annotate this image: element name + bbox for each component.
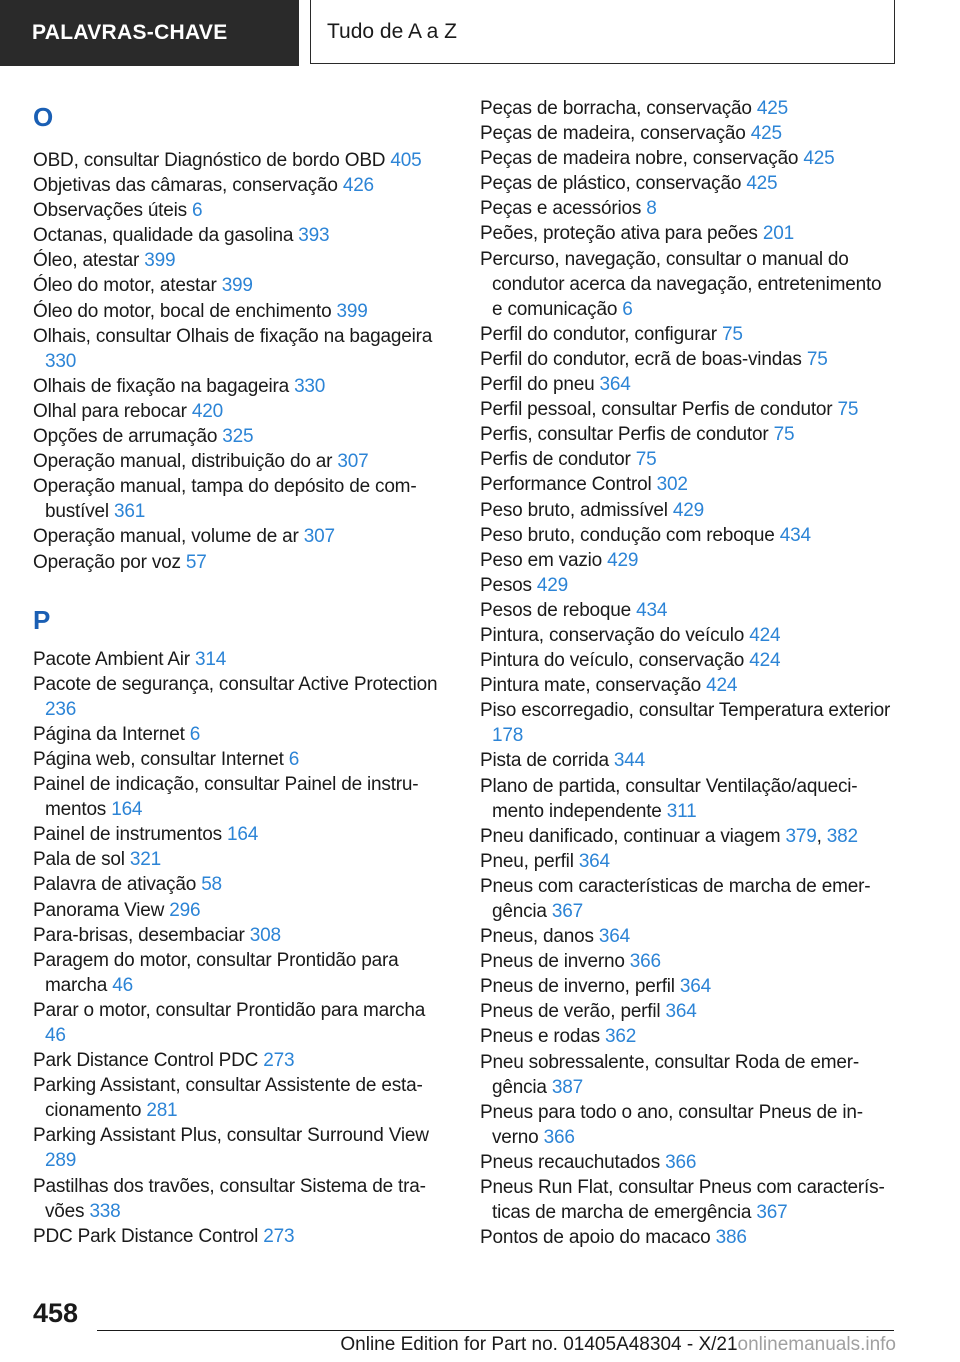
index-entry	[480, 146, 895, 171]
index-entry	[33, 324, 438, 374]
page-link[interactable]: 344	[613, 750, 646, 772]
watermark: onlinemanuals.info	[737, 1334, 896, 1355]
page-link[interactable]: 399	[221, 275, 253, 297]
index-entry	[480, 698, 895, 748]
index-entry	[33, 948, 438, 998]
index-entry	[33, 923, 438, 948]
entry-term: Peso em vazio	[480, 549, 603, 571]
page-link[interactable]: 6	[189, 723, 201, 745]
page-link[interactable]: 366	[543, 1126, 575, 1148]
page-link[interactable]: 75	[635, 449, 657, 471]
index-entry	[480, 999, 895, 1024]
entry-term: Pintura, conservação do veículo	[480, 624, 745, 646]
entry-term: Perfis, consultar Perfis de condutor	[480, 424, 769, 446]
page-link[interactable]: 308	[249, 924, 281, 946]
entry-term: Pneus, danos	[480, 926, 594, 948]
index-entry	[480, 623, 895, 648]
page-link[interactable]: 46	[45, 1025, 66, 1046]
entry-term: Percurso, navegação, consultar o manual do condutor acerca da navegação, entretenimento e comunicação	[480, 248, 882, 320]
index-entry	[33, 872, 438, 897]
page-link[interactable]: 296	[169, 899, 201, 921]
entry-term: Para-brisas, desembaciar	[33, 924, 245, 946]
page-link[interactable]: 6	[622, 298, 633, 320]
header-title-box	[310, 0, 895, 64]
page-link[interactable]: 387	[551, 1076, 583, 1098]
entry-term: Plano de partida, consultar Ventilação/aquecimento independente	[480, 775, 858, 822]
page-link[interactable]: 46	[112, 974, 133, 996]
index-entry	[480, 949, 895, 974]
page-link[interactable]: 393	[298, 225, 330, 247]
entry-term: Panorama View	[33, 899, 165, 921]
entry-term: Pintura mate, conservação	[480, 675, 702, 697]
page-link[interactable]: 399	[144, 250, 176, 272]
index-entry	[480, 96, 895, 121]
index-entry	[33, 449, 438, 474]
index-entry	[33, 399, 438, 424]
index-entry	[480, 1050, 895, 1100]
page-link[interactable]: 424	[749, 624, 781, 646]
entry-term: Octanas, qualidade da gasolina	[33, 225, 294, 247]
index-entry	[480, 548, 895, 573]
entry-term: Pneus de inverno, perfil	[480, 976, 675, 998]
entry-term: Óleo do motor, bocal de enchimento	[33, 300, 332, 322]
index-entry	[33, 1174, 438, 1224]
header-section-label: PALAVRAS-CHAVE	[32, 21, 228, 44]
entry-term: Operação manual, distribuição do ar	[33, 451, 333, 473]
entry-term: Perfil pessoal, consultar Perfis de condutor	[480, 399, 833, 421]
entry-term: Peças de plástico, conservação	[480, 173, 742, 195]
index-entry	[33, 772, 438, 822]
page-link[interactable]: 307	[337, 451, 369, 473]
index-entry	[480, 673, 895, 698]
entry-term: Paragem do motor, consultar Prontidão para marcha	[33, 949, 399, 996]
index-entry	[33, 148, 438, 173]
letter-heading: P	[33, 604, 51, 635]
page-link[interactable]: 429	[672, 499, 705, 521]
index-entry	[33, 672, 438, 722]
entry-term: Pneus Run Flat, consultar Pneus com características de marcha de emergência	[480, 1177, 885, 1224]
index-entry	[33, 374, 438, 399]
entry-term: Perfil do pneu	[480, 374, 595, 396]
index-entry	[480, 974, 895, 999]
index-entry	[480, 1100, 895, 1150]
page-link[interactable]: 338	[89, 1200, 121, 1222]
entry-term: Peças e acessórios	[480, 198, 642, 220]
index-entry	[480, 347, 895, 372]
page-link[interactable]: 273	[263, 1225, 295, 1247]
entry-term: Parking Assistant, consultar Assistente de estacionamento	[33, 1075, 423, 1122]
page-link[interactable]: 434	[636, 599, 668, 621]
page-link[interactable]: 330	[45, 350, 77, 372]
index-entry	[480, 1150, 895, 1175]
entry-term: Pala de sol	[33, 849, 125, 871]
page-link[interactable]: 58	[201, 874, 222, 896]
page-link[interactable]: 6	[288, 748, 300, 770]
index-entry	[33, 722, 438, 747]
entry-term: Pintura do veículo, conservação	[480, 650, 745, 672]
header-title: Tudo de A a Z	[327, 19, 457, 43]
page-link[interactable]: 307	[303, 526, 335, 548]
entry-term: Pneu sobressalente, consultar Roda de emergência	[480, 1051, 860, 1098]
entry-term: Peças de borracha, conservação	[480, 98, 752, 119]
page-link[interactable]: 236	[45, 698, 77, 720]
page-link[interactable]: 426	[342, 175, 374, 197]
page-link[interactable]: 367	[551, 901, 583, 922]
index-entry	[480, 472, 895, 497]
index-entry	[480, 121, 895, 146]
entry-term: Piso escorregadio, consultar Temperatura exterior	[480, 700, 891, 722]
page-link[interactable]: 6	[192, 200, 203, 222]
entry-term: Peões, proteção ativa para peões	[480, 223, 758, 245]
index-entry	[33, 998, 438, 1048]
page-link[interactable]: 405	[390, 150, 422, 171]
entry-term: Peso bruto, admissível	[480, 499, 668, 521]
page-link[interactable]: 311	[666, 800, 697, 822]
entry-term: OBD, consultar Diagnóstico de bordo OBD	[33, 150, 386, 171]
edition-text: Online Edition for Part no. 01405A48304 - X/21	[340, 1334, 738, 1355]
page-link[interactable]: 289	[45, 1150, 77, 1172]
index-entry: Pneu danificado, continuar a viagem 379, 382	[480, 825, 858, 847]
page-link[interactable]: 164	[111, 799, 143, 821]
index-entry	[33, 198, 438, 223]
index-entry	[33, 1123, 438, 1173]
index-entry	[480, 397, 895, 422]
index-entry	[480, 774, 895, 824]
index-entry	[33, 424, 438, 449]
index-entry	[33, 550, 438, 575]
index-entry	[480, 924, 895, 949]
index-entry	[480, 874, 895, 924]
index-entry	[480, 1225, 895, 1250]
entry-term: Página web, consultar Internet	[33, 748, 284, 770]
page-link[interactable]: 366	[629, 951, 661, 973]
page-link[interactable]: 434	[779, 524, 811, 546]
index-entry	[480, 748, 895, 773]
page-link[interactable]: 330	[294, 375, 326, 397]
page-link[interactable]: 424	[706, 675, 738, 697]
index-entry	[480, 498, 895, 523]
entry-term: Olhal para rebocar	[33, 400, 187, 422]
index-entry	[33, 747, 438, 772]
entry-term: Pacote de segurança, consultar Active Protection	[33, 673, 438, 695]
index-entry	[480, 171, 895, 196]
entry-term: Painel de indicação, consultar Painel de instrumentos	[33, 774, 419, 821]
page-link[interactable]: 425	[746, 173, 778, 195]
index-entry	[33, 822, 438, 847]
letter-heading: O	[33, 102, 54, 132]
index-entry	[480, 372, 895, 397]
index-entry	[33, 474, 438, 524]
page-link[interactable]: 281	[146, 1100, 178, 1122]
entry-term: Pesos de reboque	[480, 599, 632, 621]
page-link[interactable]: 382	[826, 825, 858, 847]
entry-term: Pneus de verão, perfil	[480, 1001, 661, 1023]
entry-term: Operação manual, tampa do depósito de combustível	[33, 476, 417, 523]
page-link[interactable]: 420	[191, 400, 223, 422]
entry-term: Objetivas das câmaras, conservação	[33, 175, 338, 197]
page-link[interactable]: 178	[492, 725, 524, 747]
entry-term: Pneu, perfil	[480, 850, 574, 872]
index-entry	[480, 523, 895, 548]
page-link[interactable]: 302	[656, 474, 688, 496]
index-entry	[480, 322, 895, 347]
page-link[interactable]: 361	[113, 501, 146, 523]
entry-term: Peso bruto, condução com reboque	[480, 524, 775, 546]
index-entry	[33, 299, 438, 324]
page-link[interactable]: 164	[226, 824, 259, 846]
index-entry	[480, 1024, 895, 1049]
entry-term: Pneus de inverno	[480, 951, 625, 973]
entry-term: Peças de madeira nobre, conservação	[480, 148, 799, 170]
entry-term: Óleo, atestar	[33, 250, 140, 272]
index-entry	[33, 524, 438, 549]
entry-term: Painel de instrumentos	[33, 824, 222, 846]
page-link[interactable]: 425	[756, 98, 788, 119]
entry-term: Palavra de ativação	[33, 874, 197, 896]
index-entry	[33, 647, 438, 672]
entry-term: Park Distance Control PDC	[33, 1050, 259, 1072]
page-link[interactable]: 425	[750, 123, 782, 145]
entry-term: Pneu danificado, continuar a viagem	[480, 825, 781, 847]
page-link[interactable]: 314	[195, 648, 227, 670]
index-entry	[480, 1175, 895, 1225]
page-link[interactable]: 57	[185, 551, 207, 573]
index-entry	[480, 422, 895, 447]
index-column-right	[480, 96, 895, 1250]
index-entry	[33, 273, 438, 298]
page-link[interactable]: 201	[762, 223, 794, 245]
page-number: 458	[33, 1298, 79, 1328]
entry-term: Pneus e rodas	[480, 1026, 600, 1048]
entry-term: Pista de corrida	[480, 750, 609, 772]
page-link[interactable]: 75	[837, 399, 859, 421]
page-link[interactable]: 367	[756, 1202, 788, 1224]
entry-term: Olhais de fixação na bagageira	[33, 375, 289, 397]
entry-term: Pastilhas dos travões, consultar Sistema de travões	[33, 1175, 426, 1222]
footer-divider	[97, 1330, 894, 1331]
index-entry	[33, 847, 438, 872]
entry-term: Olhais, consultar Olhais de fixação na bagageira	[33, 325, 433, 347]
page-link[interactable]: 429	[607, 549, 639, 571]
entry-term: Pneus recauchutados	[480, 1151, 660, 1173]
entry-term: Operação por voz	[33, 551, 181, 573]
entry-term: Pacote Ambient Air	[33, 648, 190, 670]
page-link[interactable]: 364	[665, 1001, 697, 1023]
entry-term: Perfil do condutor, configurar	[480, 323, 717, 345]
page-link[interactable]: 364	[598, 926, 631, 948]
page-link[interactable]: 386	[715, 1227, 747, 1249]
entry-term: PDC Park Distance Control	[33, 1225, 259, 1247]
page-link[interactable]: 424	[749, 650, 781, 672]
page-link[interactable]: 75	[722, 323, 743, 345]
footer-edition	[340, 1334, 896, 1356]
index-entry	[33, 248, 438, 273]
page-link[interactable]: 364	[578, 850, 610, 872]
index-entry	[480, 221, 895, 246]
index-entry	[480, 598, 895, 623]
index-entry	[480, 447, 895, 472]
entry-term: Performance Control	[480, 474, 652, 496]
entry-term: Perfis de condutor	[480, 449, 631, 471]
header-section-tab	[0, 0, 299, 66]
index-entry	[33, 223, 438, 248]
page-link[interactable]: 364	[599, 374, 631, 396]
page-link[interactable]: 75	[806, 348, 828, 370]
entry-term: Perfil do condutor, ecrã de boas-vindas	[480, 348, 802, 370]
page-link[interactable]: 75	[773, 424, 795, 446]
index-entry	[480, 849, 895, 874]
index-entry	[33, 898, 438, 923]
entry-term: Pesos	[480, 574, 532, 596]
entry-term: Observações úteis	[33, 200, 187, 222]
entry-term: Pneus com características de marcha de emergência	[480, 875, 871, 922]
entry-term: Parar o motor, consultar Prontidão para marcha	[33, 999, 426, 1021]
index-entry	[480, 196, 895, 221]
page-link[interactable]: 429	[536, 574, 569, 596]
entry-term: Página da Internet	[33, 723, 185, 745]
page-link[interactable]: 379	[785, 825, 817, 847]
index-entry	[33, 1073, 438, 1123]
page-link[interactable]: 362	[605, 1026, 637, 1048]
index-entry	[480, 648, 895, 673]
entry-term: Peças de madeira, conservação	[480, 123, 746, 145]
page-link[interactable]: 8	[646, 198, 657, 220]
entry-term: Pneus para todo o ano, consultar Pneus de inverno	[480, 1101, 864, 1148]
page-link[interactable]: 366	[665, 1151, 697, 1173]
entry-term: Óleo do motor, atestar	[33, 275, 217, 297]
entry-term: Opções de arrumação	[33, 426, 218, 448]
index-column-left	[33, 96, 438, 1249]
page-link[interactable]: 399	[336, 300, 368, 322]
page-link[interactable]: 364	[679, 976, 712, 998]
index-entry	[480, 247, 895, 322]
entry-term: Parking Assistant Plus, consultar Surround View	[33, 1125, 429, 1147]
page-link[interactable]: 325	[222, 426, 254, 448]
index-entry	[33, 173, 438, 198]
page-link[interactable]: 425	[803, 148, 835, 170]
page-link[interactable]: 321	[129, 849, 162, 871]
index-entry	[33, 1224, 438, 1249]
entry-term: Operação manual, volume de ar	[33, 526, 299, 548]
index-entry	[480, 573, 895, 598]
entry-term: Pontos de apoio do macaco	[480, 1227, 711, 1249]
page-link[interactable]: 273	[263, 1050, 295, 1072]
index-entry	[33, 1048, 438, 1073]
